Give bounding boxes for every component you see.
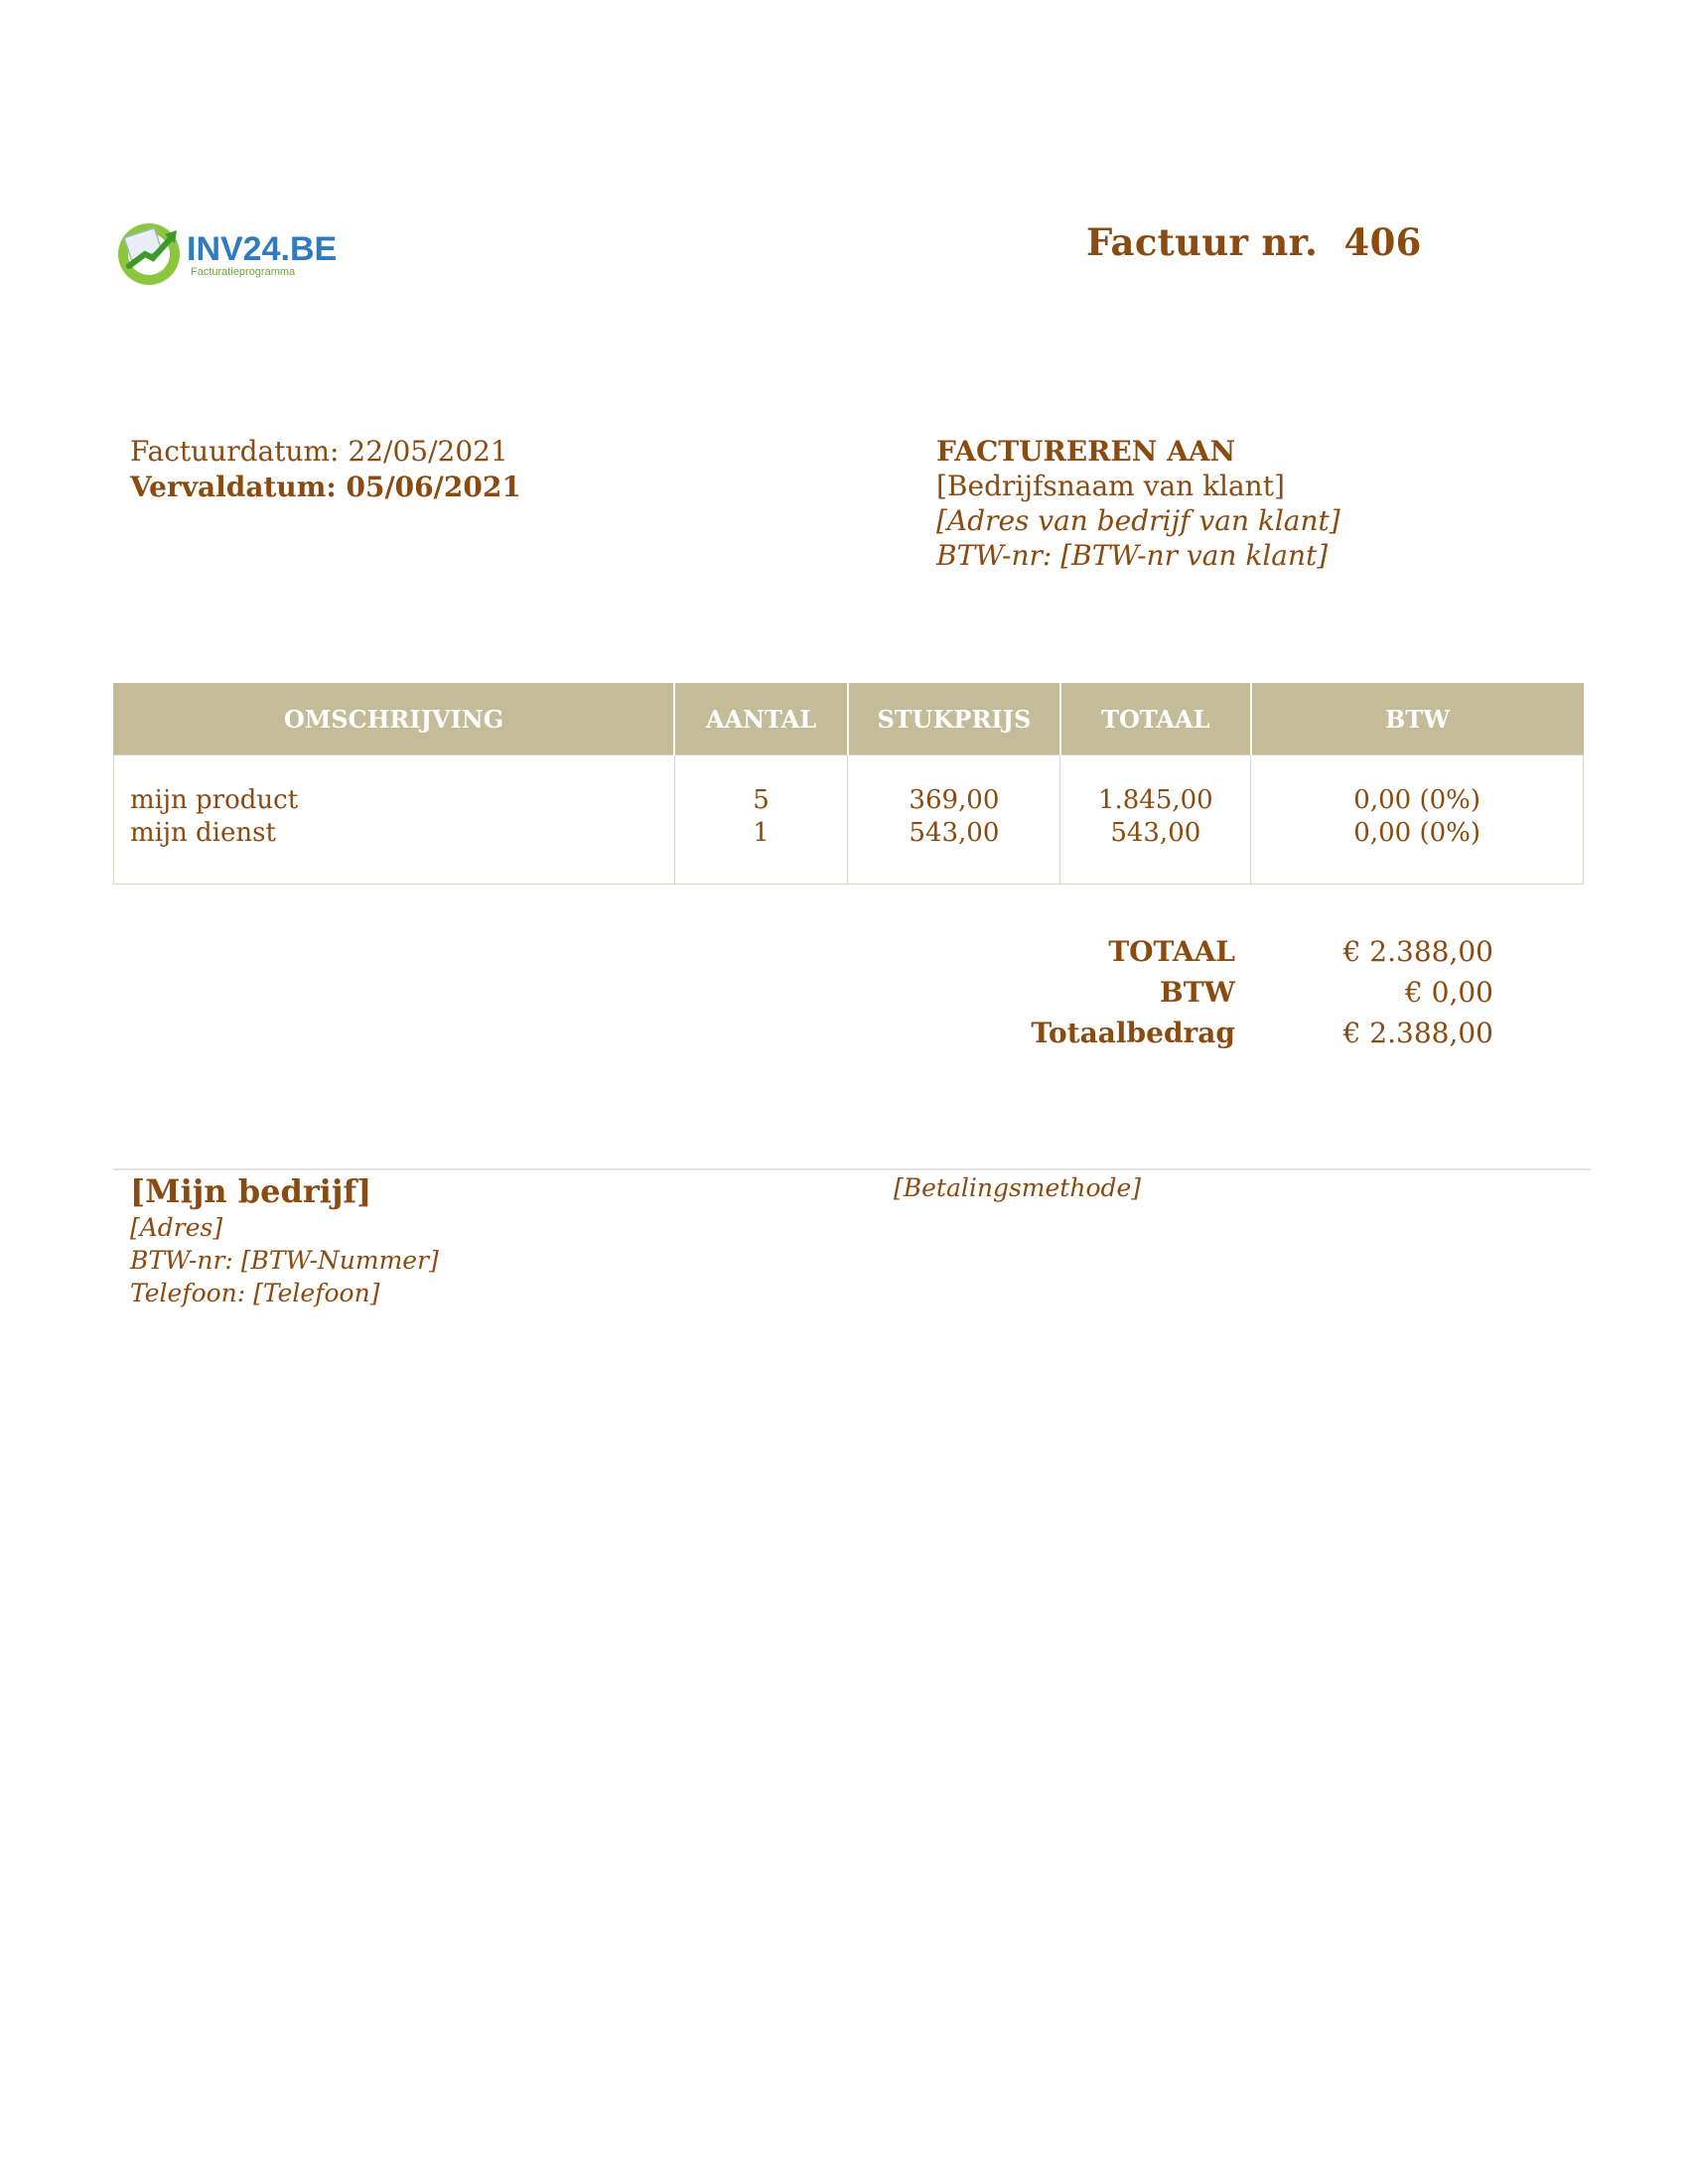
- client-company: [Bedrijfsnaam van klant]: [936, 470, 1285, 502]
- bill-to-heading: FACTUREREN AAN: [936, 435, 1236, 468]
- grand-total-label: Totaalbedrag: [1031, 1017, 1235, 1049]
- table-row: [114, 755, 1584, 885]
- col-header-quantity: AANTAL: [674, 683, 848, 755]
- grand-total-row: [957, 1013, 1493, 1053]
- item-unit-price: 369,00: [909, 785, 1000, 815]
- total-cell: [1060, 755, 1251, 885]
- vat-cell: [1251, 755, 1584, 885]
- totals-block: [957, 931, 1493, 1053]
- logo-text: INV24.BE: [187, 230, 338, 268]
- item-description: mijn dienst: [130, 818, 276, 848]
- subtotal-row: [957, 931, 1493, 972]
- description-cell: [114, 755, 675, 885]
- col-header-total: TOTAAL: [1060, 683, 1251, 755]
- item-unit-price: 543,00: [909, 818, 1000, 848]
- sender-address: [Adres]: [130, 1213, 223, 1242]
- invoice-dates: [130, 434, 521, 505]
- item-total: 543,00: [1110, 818, 1201, 848]
- vat-total-row: [957, 972, 1493, 1013]
- col-header-vat: BTW: [1251, 683, 1584, 755]
- sender-phone: Telefoon: [Telefoon]: [130, 1279, 380, 1307]
- table-header-row: [114, 683, 1584, 755]
- item-vat: 0,00 (0%): [1353, 785, 1480, 815]
- item-total: 1.845,00: [1097, 785, 1213, 815]
- bill-to: [936, 434, 1340, 573]
- item-quantity: 1: [753, 818, 770, 848]
- col-header-unit-price: STUKPRIJS: [848, 683, 1060, 755]
- sender-company: [130, 1171, 439, 1309]
- item-description: mijn product: [130, 785, 299, 815]
- quantity-cell: [674, 755, 848, 885]
- invoice-title: Factuur nr. 406: [1086, 220, 1422, 264]
- vat-total-label: BTW: [1160, 976, 1235, 1009]
- unit-price-cell: [848, 755, 1060, 885]
- client-vat: BTW-nr: [BTW-nr van klant]: [936, 539, 1329, 572]
- logo: [115, 216, 338, 288]
- sender-vat: BTW-nr: [BTW-Nummer]: [130, 1246, 439, 1275]
- logo-graphic: [115, 216, 338, 288]
- subtotal-label: TOTAAL: [1108, 935, 1235, 968]
- payment-method: [Betalingsmethode]: [894, 1173, 1142, 1202]
- invoice-date: Factuurdatum: 22/05/2021: [130, 435, 508, 468]
- subtotal-value: € 2.388,00: [1342, 935, 1493, 968]
- col-header-description: OMSCHRIJVING: [114, 683, 675, 755]
- sender-company-name: [Mijn bedrijf]: [130, 1172, 372, 1210]
- logo-tagline: Facturatieprogramma: [191, 266, 296, 278]
- client-address: [Adres van bedrijf van klant]: [936, 504, 1340, 537]
- footer-divider: [113, 1168, 1591, 1170]
- line-items-table: [113, 683, 1584, 885]
- item-quantity: 5: [753, 785, 770, 815]
- due-date: Vervaldatum: 05/06/2021: [130, 471, 521, 503]
- vat-total-value: € 0,00: [1404, 976, 1493, 1009]
- item-vat: 0,00 (0%): [1353, 818, 1480, 848]
- grand-total-value: € 2.388,00: [1342, 1017, 1493, 1049]
